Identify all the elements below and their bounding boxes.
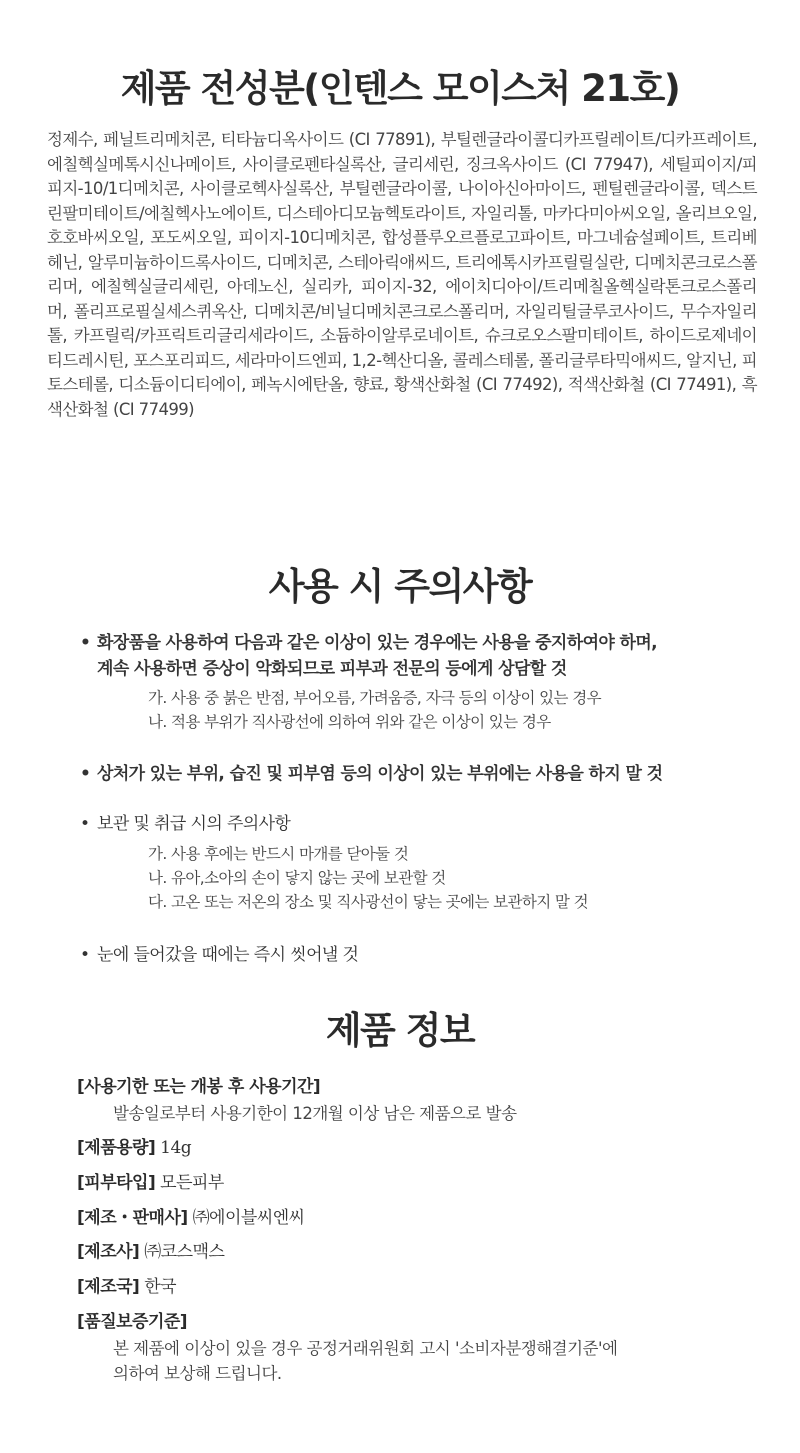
capacity-row [77, 1136, 777, 1161]
warranty-line: 본 제품에 이상이 있을 경우 공정거래위원회 고시 '소비자분쟁해결기준'에 [113, 1339, 618, 1358]
skin-type-row [77, 1171, 777, 1196]
warranty-label: [품질보증기준] [77, 1312, 188, 1332]
caution-item-4 [80, 942, 770, 968]
caution-item-1-line1: 화장품을 사용하여 다음과 같은 이상이 있는 경우에는 사용을 중지하여야 하며, [97, 633, 658, 653]
caution-item-2-line1: 상처가 있는 부위, 습진 및 피부염 등의 이상이 있는 부위에는 사용을 하지 말 것 [97, 764, 663, 784]
caution-sub-item: 가. 사용 후에는 반드시 마개를 닫아둘 것 [148, 845, 409, 863]
seller-value: ㈜에이블씨엔씨 [192, 1208, 305, 1228]
warranty-row [77, 1310, 777, 1335]
skin-type-label: [피부타입] [77, 1173, 156, 1193]
caution-item-1-subs [148, 686, 788, 734]
bullet-dot-icon: • [80, 945, 90, 965]
caution-item-2 [80, 761, 770, 787]
caution-item-1 [80, 630, 770, 682]
caution-item-4-line1: 눈에 들어갔을 때에는 즉시 씻어낼 것 [97, 945, 359, 965]
ingredients-title: 제품 전성분(인텐스 모이스처 21호) [120, 67, 680, 110]
country-value: 한국 [144, 1277, 177, 1297]
capacity-label: [제품용량] [77, 1138, 156, 1158]
country-label: [제조국] [77, 1277, 140, 1297]
caution-sub-item: 가. 사용 중 붉은 반점, 부어오름, 가려움증, 자극 등의 이상이 있는 경우 [148, 689, 601, 707]
warranty-text [113, 1336, 773, 1386]
shelf-life-value: 발송일로부터 사용기한이 12개월 이상 남은 제품으로 발송 [113, 1104, 517, 1123]
product-info-title: 제품 정보 [325, 1009, 475, 1052]
skin-type-value: 모든피부 [160, 1173, 224, 1193]
caution-sub-item: 다. 고온 또는 저온의 장소 및 직사광선이 닿는 곳에는 보관하지 말 것 [148, 893, 588, 911]
shelf-life-row [77, 1075, 777, 1100]
shelf-life-label: [사용기한 또는 개봉 후 사용기간] [77, 1077, 321, 1097]
caution-sub-item: 나. 유아,소아의 손이 닿지 않는 곳에 보관할 것 [148, 869, 446, 887]
warranty-line: 의하여 보상해 드립니다. [113, 1364, 282, 1383]
capacity-value: 14g [160, 1138, 192, 1158]
maker-row [77, 1240, 777, 1265]
ingredients-text: 정제수, 페닐트리메치콘, 티타늄디옥사이드 (CI 77891), 부틸렌글라이콜디카프릴레이트/디카프레이트, 에칠헥실메톡시신나메이트, 사이클로펜타실록산, 글리세린, 징크옥사이드 (CI 77947), 세틸피이지/피피지-10/1디메치콘, 사이클로헥사실록산, 부틸렌글라이콜, 나이아신아마이드, 펜틸렌글라이콜, 덱스트린팔미테이트/에칠헥사노에이트, 디스테아디모늄헥토라이트, 자일리톨, 마카다미아씨오일, 올리브오일, 호호바씨오일, 포도씨오일, 피이지-10디메치콘, 합성플루오르플로고파이트, 마그네슘설페이트, 트리베헤닌, 알루미늄하이드록사이드, 디메치콘, 스테아릭애씨드, 트리에톡시카프릴릴실란, 디메치콘크로스폴리머, 에칠헥실글리세린, 아데노신, 실리카, 피이지-32, 에이치디아이/트리메칠올헥실락톤크로스폴리머, 폴리프로필실세스퀴옥산, 디메치콘/비닐디메치콘크로스폴리머, 자일리틸글루코사이드, 무수자일리톨, 카프릴릭/카프릭트리글리세라이드, 소듐하이알루로네이트, 슈크로오스팔미테이트, 하이드로제네이티드레시틴, 포스포리피드, 세라마이드엔피, 1,2-헥산디올, 콜레스테롤, 폴리글루타믹애씨드, 알지닌, 피토스테롤, 디소듐이디티에이, 페녹시에탄올, 향료, 황색산화철 (CI 77492), 적색산화철 (CI 77491), 흑색산화철 (CI 77499) [47, 130, 757, 419]
caution-sub-item: 나. 적용 부위가 직사광선에 의하여 위와 같은 이상이 있는 경우 [148, 713, 551, 731]
seller-label: [제조・판매사] [77, 1208, 188, 1228]
bullet-dot-icon: • [80, 814, 90, 834]
caution-item-3-line1: 보관 및 취급 시의 주의사항 [97, 814, 291, 834]
bullet-dot-icon: • [80, 764, 91, 784]
caution-item-3 [80, 811, 770, 837]
maker-label: [제조사] [77, 1242, 140, 1262]
seller-row [77, 1206, 777, 1231]
caution-item-3-subs [148, 842, 788, 914]
caution-title: 사용 시 주의사항 [268, 565, 532, 608]
maker-value: ㈜코스맥스 [144, 1242, 225, 1262]
bullet-dot-icon: • [80, 633, 91, 653]
caution-item-1-line2: 계속 사용하면 증상이 악화되므로 피부과 전문의 등에게 상담할 것 [97, 659, 567, 679]
country-row [77, 1275, 777, 1300]
